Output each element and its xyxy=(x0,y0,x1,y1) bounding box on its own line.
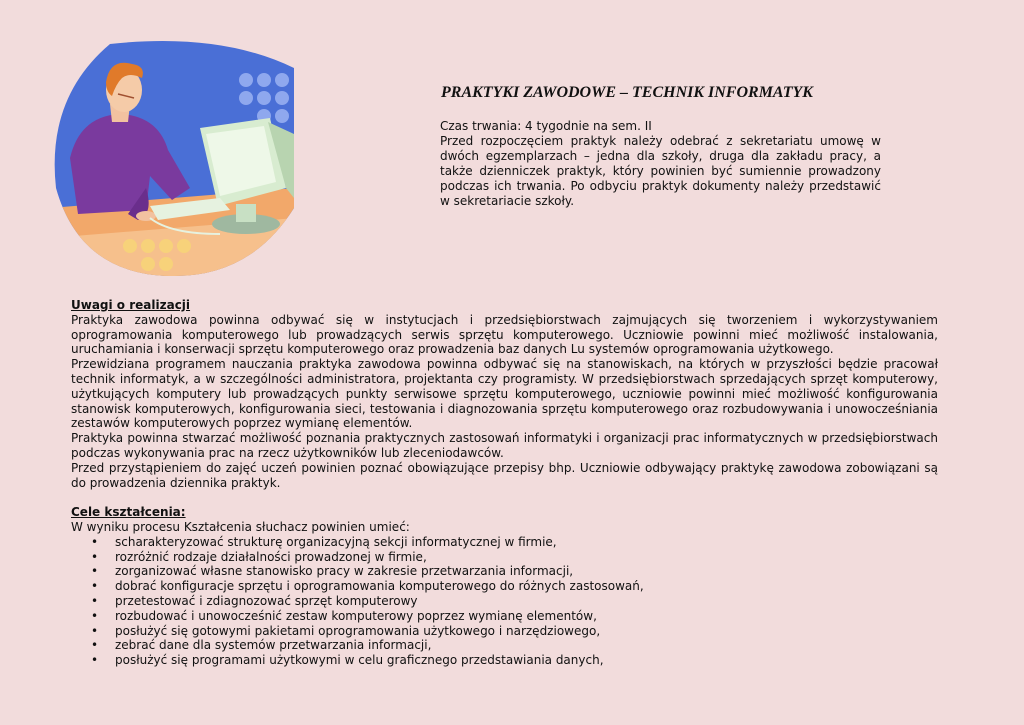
paragraph: Przed przystąpieniem do zajęć uczeń powinien poznać obowiązujące przepisy bhp. Uczniowie odbywający praktykę zawodowa zobowiązani są do prowadzenia dziennika praktyk. xyxy=(71,460,938,490)
duration-line: Czas trwania: 4 tygodnie na sem. II xyxy=(440,119,652,133)
list-item: • posłużyć się gotowymi pakietami oprogramowania użytkowego i narzędziowego, xyxy=(71,624,938,639)
paragraph: Praktyka zawodowa powinna odbywać się w instytucjach i przedsiębiorstwach zajmujących się tworzeniem i wykorzystywaniem oprogramowania komputerowego lub prowadzących serwis sprzętu komputerowego. Uczniowie powinni mieć możliwość instalowania, uruchamiania i konserwacji sprzętu komputerowego oraz prowadzenia baz danych Lu systemów oprogramowania użytkowego. xyxy=(71,312,938,357)
intro-text xyxy=(440,119,881,209)
section-heading-cele: Cele kształcenia: xyxy=(71,505,186,520)
list-item: • przetestować i zdiagnozować sprzęt komputerowy xyxy=(71,594,938,609)
list-item: • rozbudować i unowocześnić zestaw komputerowy poprzez wymianę elementów, xyxy=(71,609,938,624)
goals-lead: W wyniku procesu Kształcenia słuchacz powinien umieć: xyxy=(71,519,410,534)
paragraph: Przewidziana programem nauczania praktyka zawodowa powinna odbywać się na stanowiskach, na których w przyszłości będzie pracował technik informatyk, a w szczególności administratora, projektanta czy programisty. W przedsiębiorstwach sprzedających sprzęt komputerowy, użytkujących komputery lub prowadzących punkty serwisowe sprzętu komputerowego, uczniowie powinni mieć możliwość konfigurowania stanowisk komputerowych, konfigurowania sieci, testowania i diagnozowania sprzętu komputerowego oraz rozbudowywania i unowocześniania zestawów komputerowych poprzez wymianę elementów. xyxy=(71,357,938,431)
list-item: • dobrać konfiguracje sprzętu i oprogramowania komputerowego do różnych zastosowań, xyxy=(71,579,938,594)
list-item: • zorganizować własne stanowisko pracy w zakresie przetwarzania informacji, xyxy=(71,564,938,579)
list-item: • rozróżnić rodzaje działalności prowadzonej w firmie, xyxy=(71,550,938,565)
person-at-computer-illustration xyxy=(50,38,296,278)
paragraph: Praktyka powinna stwarzać możliwość poznania praktycznych zastosowań informatyki i organizacji prac informatycznych w przedsiębiorstwach podczas wykonywania prac na rzecz użytkowników lub zleceniodawców. xyxy=(71,431,938,460)
list-item: • zebrać dane dla systemów przetwarzania informacji, xyxy=(71,638,938,653)
list-item: • posłużyć się programami użytkowymi w celu graficznego przedstawiania danych, xyxy=(71,653,938,668)
page-title: PRAKTYKI ZAWODOWE – TECHNIK INFORMATYK xyxy=(441,84,813,101)
main-content xyxy=(71,298,938,668)
intro-paragraph: Przed rozpoczęciem praktyk należy odebrać z sekretariatu umowę w dwóch egzemplarzach – jedna dla szkoły, druga dla zakładu pracy, a także dzienniczek praktyk, który powinien być sumiennie prowadzony podczas ich trwania. Po odbyciu praktyk dokumenty należy przedstawić w sekretariacie szkoły. xyxy=(440,134,881,208)
goals-list xyxy=(71,535,938,668)
section-heading-uwagi: Uwagi o realizacji xyxy=(71,298,191,312)
list-item: • scharakteryzować strukturę organizacyjną sekcji informatycznej w firmie, xyxy=(71,535,938,550)
